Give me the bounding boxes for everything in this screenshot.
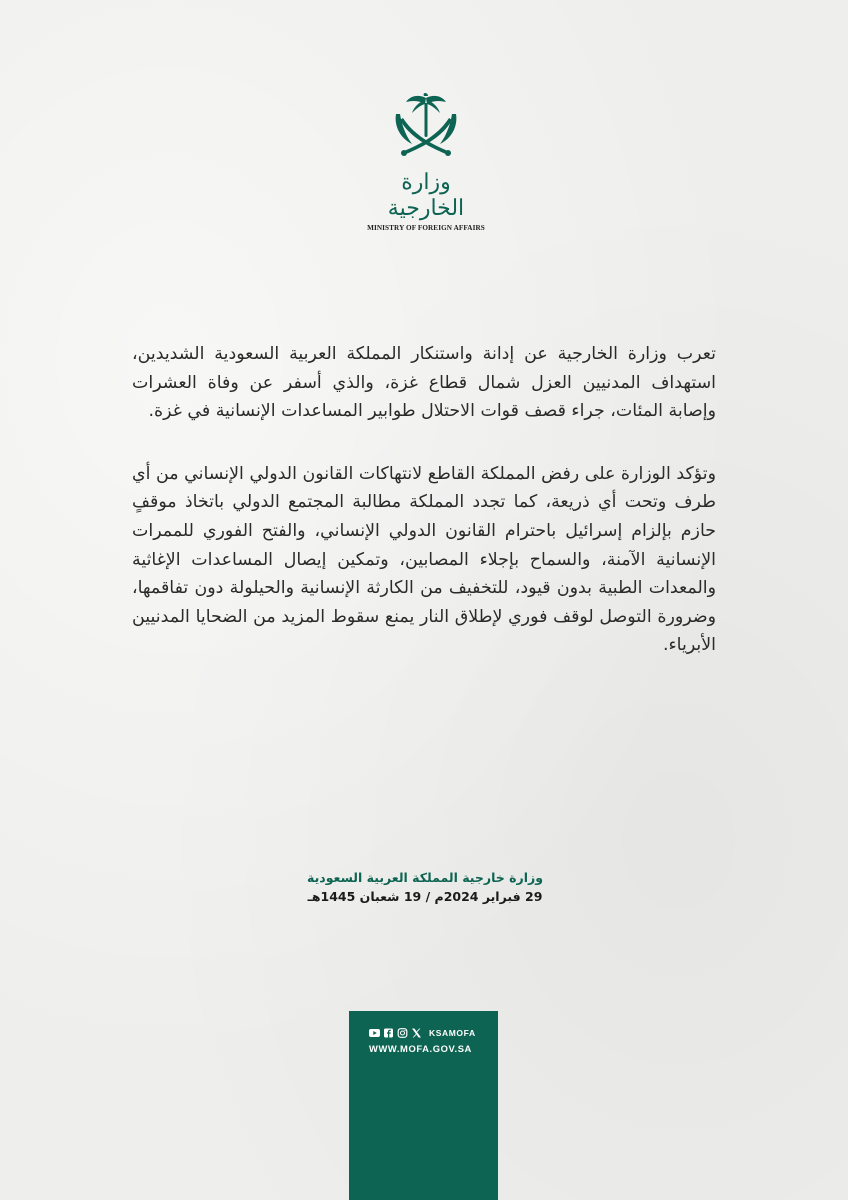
footer-contact-box bbox=[349, 1011, 498, 1200]
social-row bbox=[369, 1026, 476, 1040]
instagram-icon[interactable] bbox=[397, 1028, 408, 1038]
youtube-icon[interactable] bbox=[369, 1028, 380, 1038]
signature-block bbox=[250, 868, 600, 906]
statement-date: 29 فبراير 2024م / 19 شعبان 1445هـ bbox=[307, 889, 543, 904]
facebook-icon[interactable] bbox=[383, 1028, 394, 1038]
issuer-name: وزارة خارجية المملكة العربية السعودية bbox=[307, 870, 543, 885]
ministry-name-english: MINISTRY OF FOREIGN AFFAIRS bbox=[367, 224, 485, 232]
ministry-name-arabic: وزارة الخارجية bbox=[387, 170, 465, 221]
x-icon[interactable] bbox=[411, 1028, 422, 1038]
saudi-emblem-icon bbox=[388, 92, 464, 164]
website-link[interactable]: WWW.MOFA.GOV.SA bbox=[369, 1043, 472, 1054]
social-handle[interactable]: KSAMOFA bbox=[429, 1028, 476, 1038]
ministry-logo bbox=[364, 92, 488, 232]
statement-paragraph: وتؤكد الوزارة على رفض المملكة القاطع لانتهاكات القانون الدولي الإنساني من أي طرف وتحت أي ذريعة، كما تجدد المملكة مطالبة المجتمع الدولي باتخاذ موقفٍ حازم بإلزام إسرائيل باحترام القانون الدولي الإنساني، والفتح الفوري للممرات الإنسانية الآمنة، والسماح بإجلاء المصابين، وتمكين إيصال المساعدات الإغاثية والمعدات الطبية بدون قيود، للتخفيف من الكارثة الإنسانية والحيلولة دون تفاقمها، وضرورة التوصل لوقف فوري لإطلاق النار يمنع سقوط المزيد من الضحايا المدنيين الأبرياء. bbox=[132, 463, 716, 656]
statement-paragraph: تعرب وزارة الخارجية عن إدانة واستنكار المملكة العربية السعودية الشديدين، استهداف المدنيين العزل شمال قطاع غزة، والذي أسفر عن وفاة العشرات وإصابة المئات، جراء قصف قوات الاحتلال طوابير المساعدات الإنسانية في غزة. bbox=[132, 344, 716, 422]
statement-body bbox=[132, 340, 716, 660]
